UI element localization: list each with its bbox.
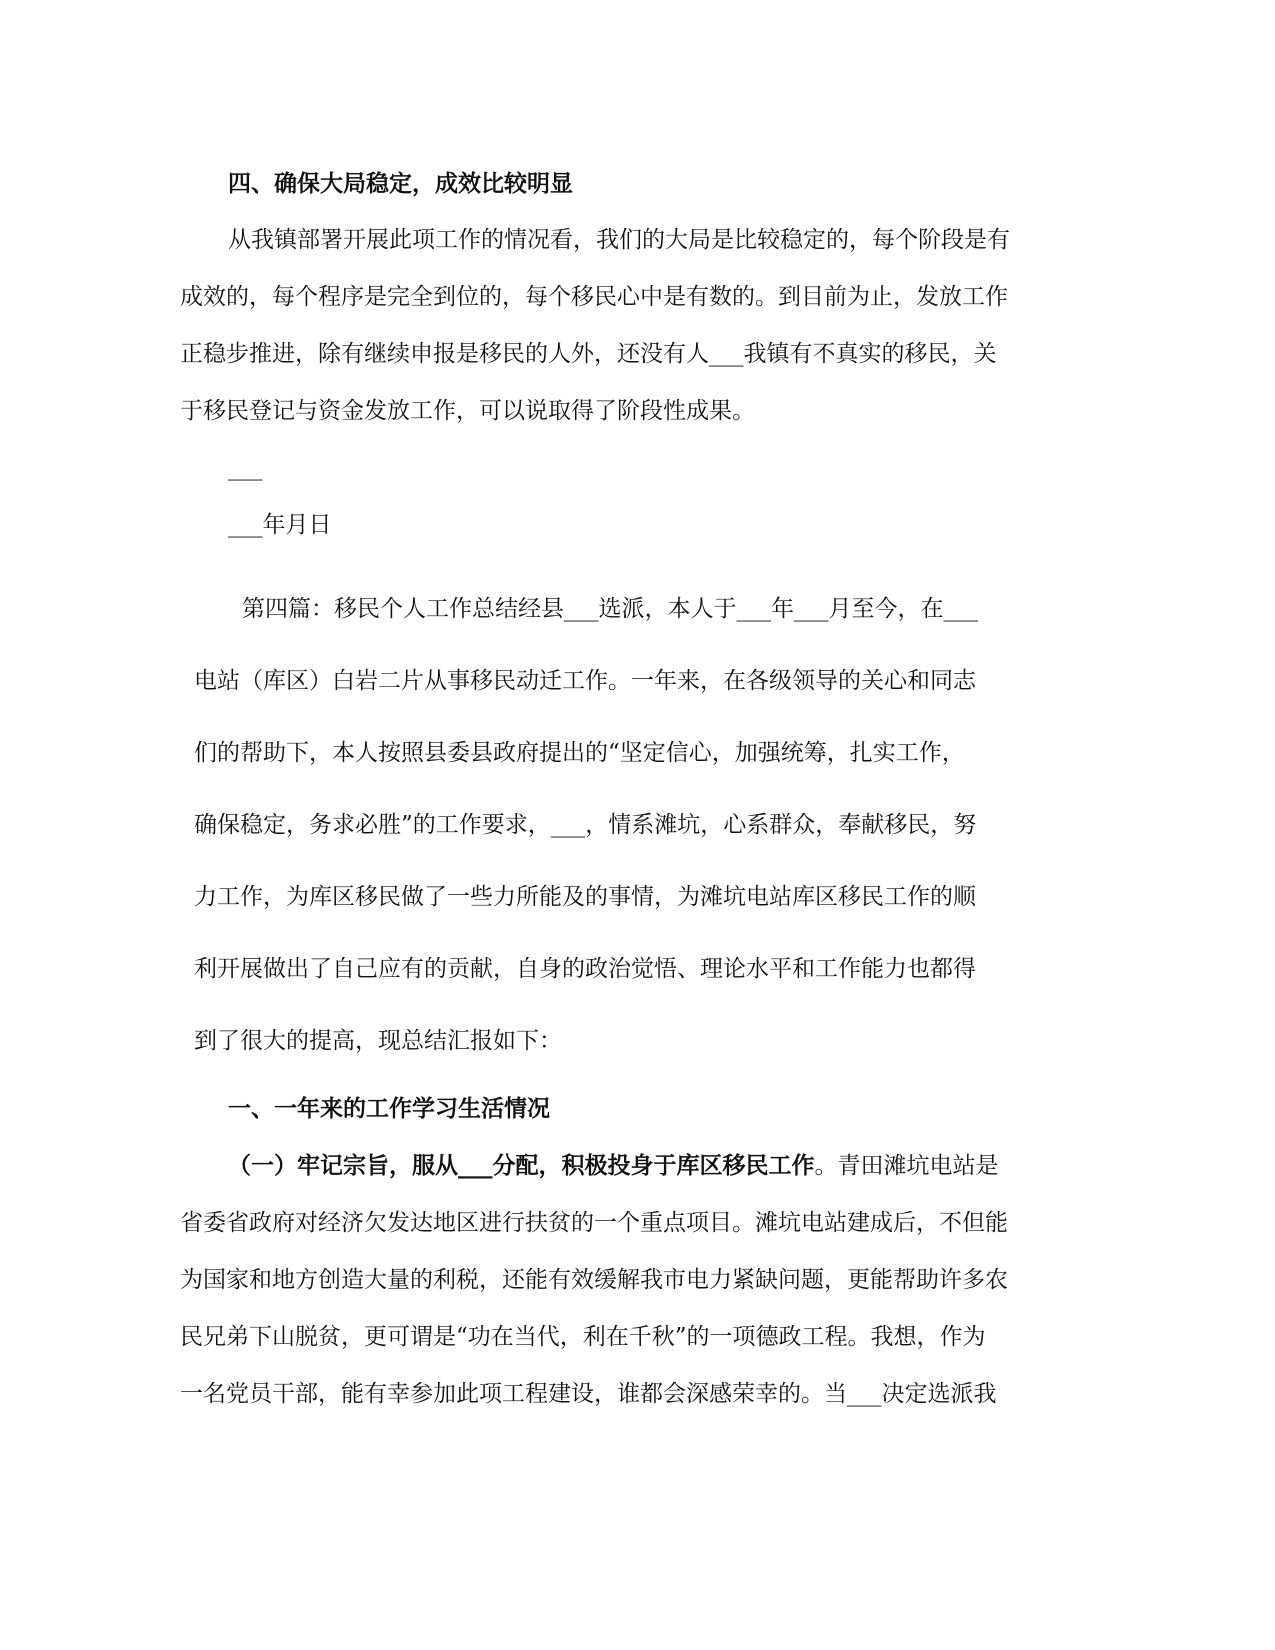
signature-line: ___ bbox=[228, 455, 263, 481]
subsection-heading-tail: 。青田滩坑电站是 bbox=[814, 1153, 999, 1179]
paragraph-line: 为国家和地方创造大量的利税，还能有效缓解我市电力紧缺问题，更能帮助许多农 bbox=[180, 1267, 1008, 1293]
part-heading: 一、一年来的工作学习生活情况 bbox=[228, 1095, 550, 1122]
paragraph-line: 成效的，每个程序是完全到位的，每个移民心中是有数的。到目前为止，发放工作 bbox=[180, 284, 1008, 310]
article-line: 到了很大的提高，现总结汇报如下： bbox=[194, 1028, 562, 1054]
paragraph-line: 从我镇部署开展此项工作的情况看，我们的大局是比较稳定的，每个阶段是有 bbox=[228, 227, 1010, 253]
paragraph-line: 一名党员干部，能有幸参加此项工程建设，谁都会深感荣幸的。当___决定选派我 bbox=[180, 1381, 997, 1407]
article-line: 力工作，为库区移民做了一些力所能及的事情，为滩坑电站库区移民工作的顺 bbox=[194, 884, 976, 910]
paragraph-line: 正稳步推进，除有继续申报是移民的人外，还没有人___我镇有不真实的移民，关 bbox=[180, 341, 997, 367]
article-line: 确保稳定，务求必胜”的工作要求，___，情系滩坑，心系群众，奉献移民，努 bbox=[194, 812, 977, 838]
date-line: ___年月日 bbox=[228, 512, 332, 538]
section-heading: 四、确保大局稳定，成效比较明显 bbox=[228, 170, 573, 197]
paragraph-line: 省委省政府对经济欠发达地区进行扶贫的一个重点项目。滩坑电站建成后，不但能 bbox=[180, 1210, 1008, 1236]
paragraph-line: 民兄弟下山脱贫，更可谓是“功在当代，利在千秋”的一项德政工程。我想，作为 bbox=[180, 1324, 986, 1350]
paragraph-line: 于移民登记与资金发放工作，可以说取得了阶段性成果。 bbox=[180, 398, 755, 424]
article-line: 们的帮助下，本人按照县委县政府提出的“坚定信心，加强统筹，扎实工作， bbox=[194, 740, 965, 766]
article-line: 第四篇：移民个人工作总结经县___选派，本人于___年___月至今，在___ bbox=[242, 596, 978, 622]
subsection-heading: （一）牢记宗旨，服从___分配，积极投身于库区移民工作 bbox=[228, 1152, 815, 1179]
subsection-line bbox=[228, 1150, 999, 1182]
article-line: 电站（库区）白岩二片从事移民动迁工作。一年来，在各级领导的关心和同志 bbox=[194, 668, 976, 694]
article-line: 利开展做出了自己应有的贡献，自身的政治觉悟、理论水平和工作能力也都得 bbox=[194, 956, 976, 982]
